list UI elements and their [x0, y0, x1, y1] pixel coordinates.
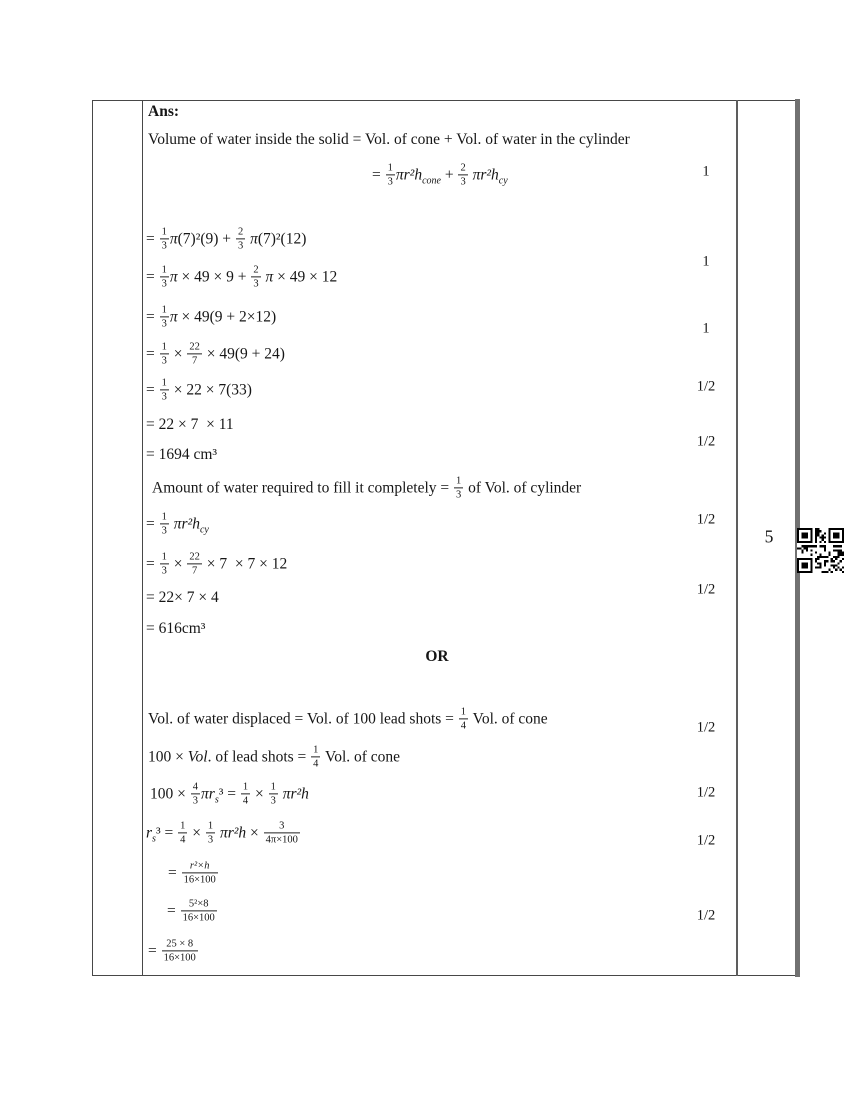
fraction — [311, 743, 320, 770]
mark-value: 1/2 — [696, 719, 716, 736]
text-run: Ans: — [148, 103, 180, 121]
total-marks: 5 — [764, 526, 774, 547]
fraction — [181, 897, 217, 924]
text-run: + — [440, 166, 458, 184]
text-run: × 49(9 + 24) — [202, 345, 285, 363]
text-run: = 1694 cm³ — [146, 446, 218, 464]
text-run: × — [169, 345, 187, 363]
intro-line — [148, 131, 630, 149]
fraction-numerator: 1 — [160, 376, 169, 390]
fraction — [386, 161, 395, 188]
text-run: = — [146, 308, 159, 326]
fraction-numerator: 5²×8 — [181, 897, 217, 911]
text-run: ³ = — [218, 785, 240, 803]
fraction-numerator: 1 — [160, 510, 169, 524]
fraction — [264, 819, 300, 846]
text-run: = 616cm³ — [146, 620, 206, 638]
fraction — [160, 225, 169, 252]
amount-line — [152, 475, 581, 502]
fraction-denominator: 7 — [192, 355, 198, 367]
fraction — [187, 340, 202, 367]
fraction-numerator: r²×h — [182, 859, 218, 873]
fraction-denominator: 16×100 — [163, 952, 196, 964]
fraction-numerator: 1 — [160, 225, 169, 239]
text-run: = — [146, 515, 159, 533]
fraction-numerator: 1 — [160, 340, 169, 354]
fraction — [160, 550, 169, 577]
fraction — [191, 780, 200, 807]
fraction-denominator: 3 — [161, 391, 167, 403]
or-equation — [150, 781, 309, 808]
mark-value: 1/2 — [696, 581, 716, 598]
text-run: × 22 × 7(33) — [169, 381, 252, 399]
table-column-divider-marks — [736, 100, 738, 976]
text-run: πr²h — [278, 785, 309, 803]
text-run: πr²h — [468, 166, 499, 184]
text-run: × — [251, 785, 268, 803]
fraction — [182, 859, 218, 886]
fraction — [251, 263, 260, 290]
text-run: π — [169, 230, 178, 248]
text-run: = — [146, 555, 159, 573]
fraction-numerator: 2 — [236, 225, 245, 239]
text-run: Vol. of water displaced = Vol. of 100 lead shots = — [148, 710, 458, 728]
mark-value: 1 — [702, 253, 710, 270]
text-run: r — [146, 824, 153, 842]
eq-volume-formula — [372, 162, 508, 189]
fraction-numerator: 2 — [458, 161, 467, 175]
fraction-numerator: 1 — [311, 743, 320, 757]
fraction-numerator: 4 — [191, 780, 200, 794]
text-run: of Vol. of cylinder — [464, 479, 582, 497]
mark-value: 1/2 — [696, 907, 716, 924]
text-run: (7)²(9) + — [177, 230, 235, 248]
text-run: π — [261, 268, 274, 286]
fraction — [160, 340, 169, 367]
step-simplify — [146, 377, 252, 404]
fraction-denominator: 4 — [460, 720, 467, 732]
fraction — [458, 161, 467, 188]
fraction-numerator: 1 — [178, 819, 187, 833]
fraction-numerator: 22 — [187, 550, 202, 564]
text-run: 100 × — [150, 785, 190, 803]
fraction-numerator: 2 — [251, 263, 260, 277]
qr-code-image — [797, 528, 844, 573]
text-run: Volume of water inside the solid = Vol. of cone + Vol. of water in the cylinder — [148, 131, 630, 149]
fraction-denominator: 16×100 — [182, 912, 215, 924]
mark-value: 1 — [702, 320, 710, 337]
text-run: OR — [425, 648, 449, 666]
result-volume — [146, 446, 217, 464]
fraction-denominator: 7 — [192, 565, 198, 577]
or-rs-cubed — [146, 820, 301, 847]
fraction-denominator: 4π×100 — [265, 834, 298, 846]
fraction — [206, 819, 215, 846]
fraction-denominator: 3 — [237, 240, 244, 252]
ans-label — [148, 103, 179, 121]
text-run: πr²h — [216, 824, 247, 842]
fraction — [459, 705, 468, 732]
math-subscript: s — [214, 794, 219, 806]
mark-value: 1/2 — [696, 784, 716, 801]
mark-value: 1/2 — [696, 511, 716, 528]
or-lead-shots-line — [148, 744, 400, 771]
fraction-numerator: 1 — [160, 263, 169, 277]
text-run: π — [169, 268, 178, 286]
text-run: × 7 × 7 × 12 — [202, 555, 288, 573]
text-run: π — [246, 230, 258, 248]
fraction — [160, 376, 169, 403]
text-run: πr — [201, 785, 215, 803]
text-run: Vol — [187, 748, 208, 766]
text-run: Amount of water required to fill it completely = — [152, 479, 454, 497]
fraction-denominator: 3 — [387, 176, 393, 188]
math-subscript: cy — [498, 175, 508, 187]
text-run: × — [246, 824, 263, 842]
or-frac-step-1 — [168, 860, 219, 887]
fraction-numerator: 1 — [459, 705, 468, 719]
fraction — [269, 780, 278, 807]
text-run: × 49(9 + 2×12) — [177, 308, 277, 326]
fraction-numerator: 1 — [206, 819, 215, 833]
text-run: = 22 × 7 × 11 — [146, 416, 234, 434]
fraction-denominator: 3 — [253, 278, 259, 290]
text-run: × 49 × 12 — [273, 268, 338, 286]
fraction — [160, 510, 169, 537]
mark-value: 1 — [702, 163, 710, 180]
fraction-denominator: 3 — [161, 565, 167, 577]
step-pi-value — [146, 341, 285, 368]
fraction-numerator: 1 — [160, 303, 169, 317]
text-run: × — [169, 555, 187, 573]
step-cyl-substitute — [146, 551, 287, 578]
or-intro-line — [148, 706, 548, 733]
table-column-divider-left — [142, 100, 143, 976]
fraction-numerator: 1 — [269, 780, 278, 794]
text-run: = — [146, 381, 159, 399]
fraction-numerator: 22 — [187, 340, 202, 354]
text-run: × — [188, 824, 205, 842]
fraction — [454, 474, 463, 501]
text-run: = 22× 7 × 4 — [146, 589, 219, 607]
text-run: . of lead shots = — [207, 748, 311, 766]
fraction-denominator: 3 — [270, 795, 276, 807]
text-run: × 49 × 9 + — [177, 268, 251, 286]
fraction-denominator: 3 — [161, 525, 167, 537]
fraction-denominator: 4 — [180, 834, 186, 846]
fraction — [162, 937, 198, 964]
text-run: = — [168, 864, 181, 882]
fraction — [160, 263, 169, 290]
fraction-numerator: 3 — [264, 819, 300, 833]
step-factor — [146, 304, 276, 331]
text-run: = — [372, 166, 385, 184]
fraction-denominator: 3 — [456, 489, 462, 501]
fraction-denominator: 3 — [161, 355, 167, 367]
fraction-denominator: 3 — [192, 795, 198, 807]
fraction-denominator: 3 — [207, 834, 214, 846]
text-run: 100 × — [148, 748, 188, 766]
fraction — [187, 550, 202, 577]
fraction-numerator: 25 × 8 — [162, 937, 198, 951]
mark-value: 1/2 — [696, 378, 716, 395]
or-label — [425, 648, 448, 666]
text-run: π — [169, 308, 178, 326]
fraction-numerator: 1 — [454, 474, 463, 488]
fraction-denominator: 4 — [242, 795, 249, 807]
text-run: = — [146, 268, 159, 286]
text-run: πr²h — [395, 166, 423, 184]
or-frac-step-2 — [167, 898, 218, 925]
fraction-denominator: 3 — [161, 278, 167, 290]
or-frac-step-3 — [148, 938, 199, 965]
text-run: = — [167, 902, 180, 920]
mark-value: 1/2 — [696, 832, 716, 849]
fraction — [178, 819, 187, 846]
fraction-denominator: 3 — [161, 240, 167, 252]
text-run: πr²h — [169, 515, 200, 533]
text-run: = — [146, 230, 159, 248]
text-run: Vol. of cone — [321, 748, 401, 766]
fraction-denominator: 16×100 — [183, 874, 216, 886]
text-run: = — [146, 345, 159, 363]
math-subscript: cone — [422, 175, 441, 187]
math-subscript: cy — [199, 524, 209, 536]
step-product — [146, 416, 234, 434]
step-cyl-formula — [146, 511, 209, 538]
fraction — [241, 780, 250, 807]
fraction-numerator: 1 — [386, 161, 395, 175]
fraction-denominator: 3 — [161, 318, 167, 330]
step-substitute — [146, 226, 306, 253]
text-run: = — [148, 942, 161, 960]
text-run: Vol. of cone — [469, 710, 548, 728]
text-run: (7)²(12) — [257, 230, 307, 248]
mark-value: 1/2 — [696, 433, 716, 450]
fraction-numerator: 1 — [160, 550, 169, 564]
fraction-numerator: 1 — [241, 780, 250, 794]
result-cylinder — [146, 620, 205, 638]
step-cyl-product — [146, 589, 219, 607]
fraction — [160, 303, 169, 330]
step-multiply — [146, 264, 337, 291]
fraction — [236, 225, 245, 252]
fraction-denominator: 4 — [313, 758, 319, 770]
math-subscript: s — [152, 833, 156, 845]
text-run: ³ = — [155, 824, 178, 842]
fraction-denominator: 3 — [460, 176, 466, 188]
